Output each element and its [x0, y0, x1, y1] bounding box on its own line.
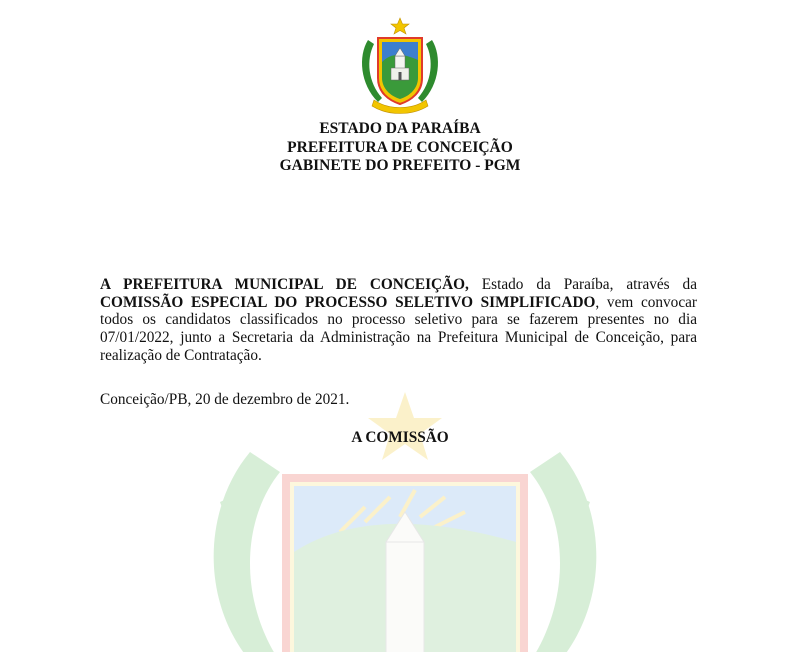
header-state: ESTADO DA PARAÍBA [319, 120, 481, 137]
coat-of-arms-emblem [354, 16, 446, 116]
header-cabinet: GABINETE DO PREFEITO - PGM [279, 157, 521, 174]
document-header [0, 120, 800, 176]
announcement-paragraph [100, 276, 697, 365]
date-line: Conceição/PB, 20 de dezembro de 2021. [100, 391, 350, 408]
commission-name: COMISSÃO ESPECIAL DO PROCESSO SELETIVO SIMPLIFICADO [100, 293, 596, 311]
paragraph-text-1: Estado da Paraíba, através da [468, 276, 697, 293]
paragraph-text-2: , vem convocar todos os candidatos classificados no processo seletivo para se fazerem presentes no dia 07/01/2022, junto a Secretaria da Administração na Prefeitura Municipal de Conceição, para realização de Contratação. [100, 293, 698, 364]
signature-commission: A COMISSÃO [351, 429, 449, 446]
prefecture-name: A PREFEITURA MUNICIPAL DE CONCEIÇÃO, [100, 276, 469, 293]
header-prefecture: PREFEITURA DE CONCEIÇÃO [287, 138, 513, 156]
